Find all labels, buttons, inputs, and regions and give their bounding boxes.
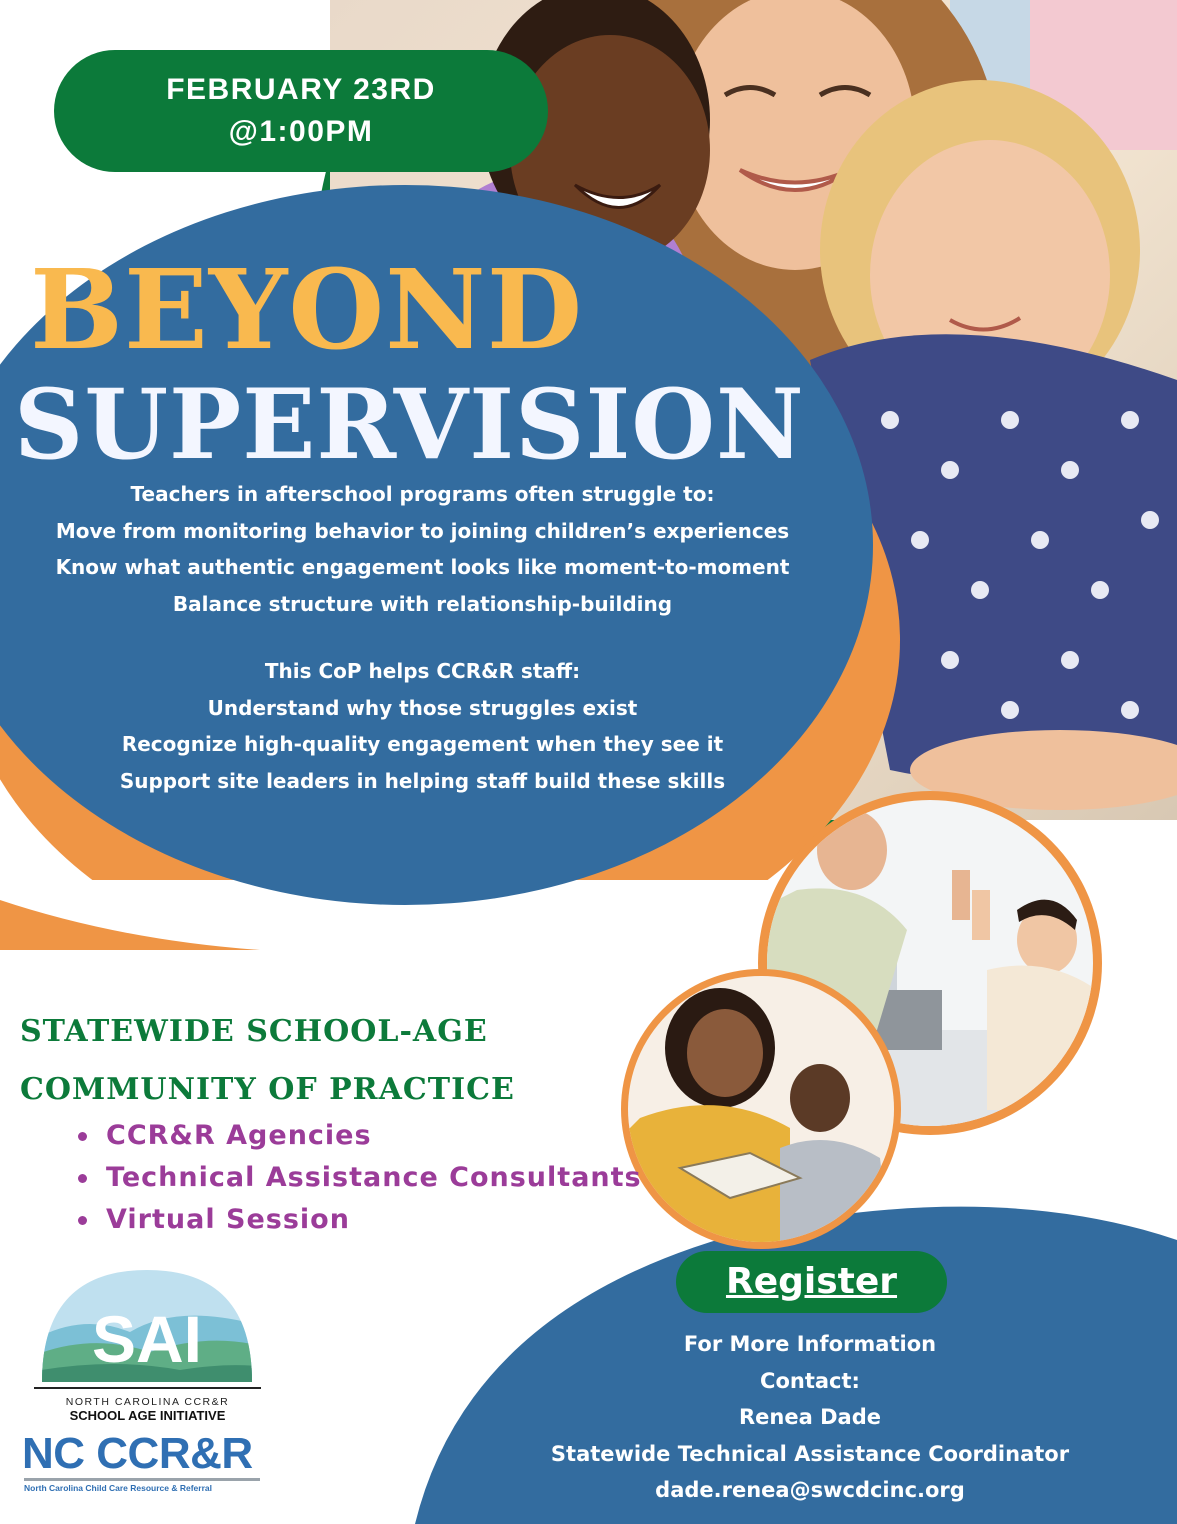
community-title-line1: STATEWIDE SCHOOL-AGE [20,1014,488,1049]
cop-helps-item: Support site leaders in helping staff build these skills [119,768,726,793]
contact-info [490,1326,1130,1509]
contact-email[interactable]: dade.renea@swcdcinc.org [655,1478,965,1502]
event-date-pill [54,50,548,172]
struggle-item: Move from monitoring behavior to joining children’s experiences [55,518,790,543]
cop-helps-item: Understand why those struggles exist [207,695,638,720]
list-item [70,1199,642,1241]
contact-line: Contact: [760,1368,860,1393]
photo-reading-together [620,968,902,1250]
contact-name: Renea Dade [739,1405,881,1429]
struggles-intro: Teachers in afterschool programs often struggle to: [130,482,715,506]
struggle-item: Know what authentic engagement looks like moment-to-moment [55,555,790,579]
sai-subtitle-name: SCHOOL AGE INITIATIVE [69,1408,226,1423]
nc-ccrr-fullname: North Carolina Child Care Resource & Referral [24,1483,212,1493]
title-supervision: SUPERVISION [14,368,805,481]
register-button[interactable]: Register [676,1251,947,1313]
struggles-section [0,476,845,622]
struggle-item: Balance structure with relationship-building [172,591,673,616]
nc-ccrr-divider [24,1478,260,1481]
audience-label: Virtual Session [106,1204,350,1235]
audience-list [70,1115,642,1241]
list-item [70,1115,642,1157]
audience-label: Technical Assistance Consultants [106,1162,642,1193]
community-title [20,1003,515,1119]
audience-label: CCR&R Agencies [106,1120,372,1151]
cop-helps-item: Recognize high-quality engagement when they see it [121,732,724,756]
sai-letters: SAI [91,1302,203,1376]
contact-role: Statewide Technical Assistance Coordinator [550,1441,1070,1466]
sai-subtitle: NORTH CAROLINA CCR&R [65,1396,230,1408]
bullet-icon [78,1216,87,1225]
event-time: @1:00PM [228,115,374,148]
bullet-icon [78,1132,87,1141]
nc-ccrr-logo: NC CCR&R [22,1429,253,1478]
list-item [70,1157,642,1199]
title-beyond: BEYOND [30,245,584,374]
community-title-line2: COMMUNITY OF PRACTICE [20,1072,515,1107]
cop-helps-intro: This CoP helps CCR&R staff: [264,659,581,683]
cop-helps-section [0,653,845,799]
event-date: FEBRUARY 23RD [166,73,436,106]
bullet-icon [78,1174,87,1183]
contact-line: For More Information [683,1332,937,1356]
